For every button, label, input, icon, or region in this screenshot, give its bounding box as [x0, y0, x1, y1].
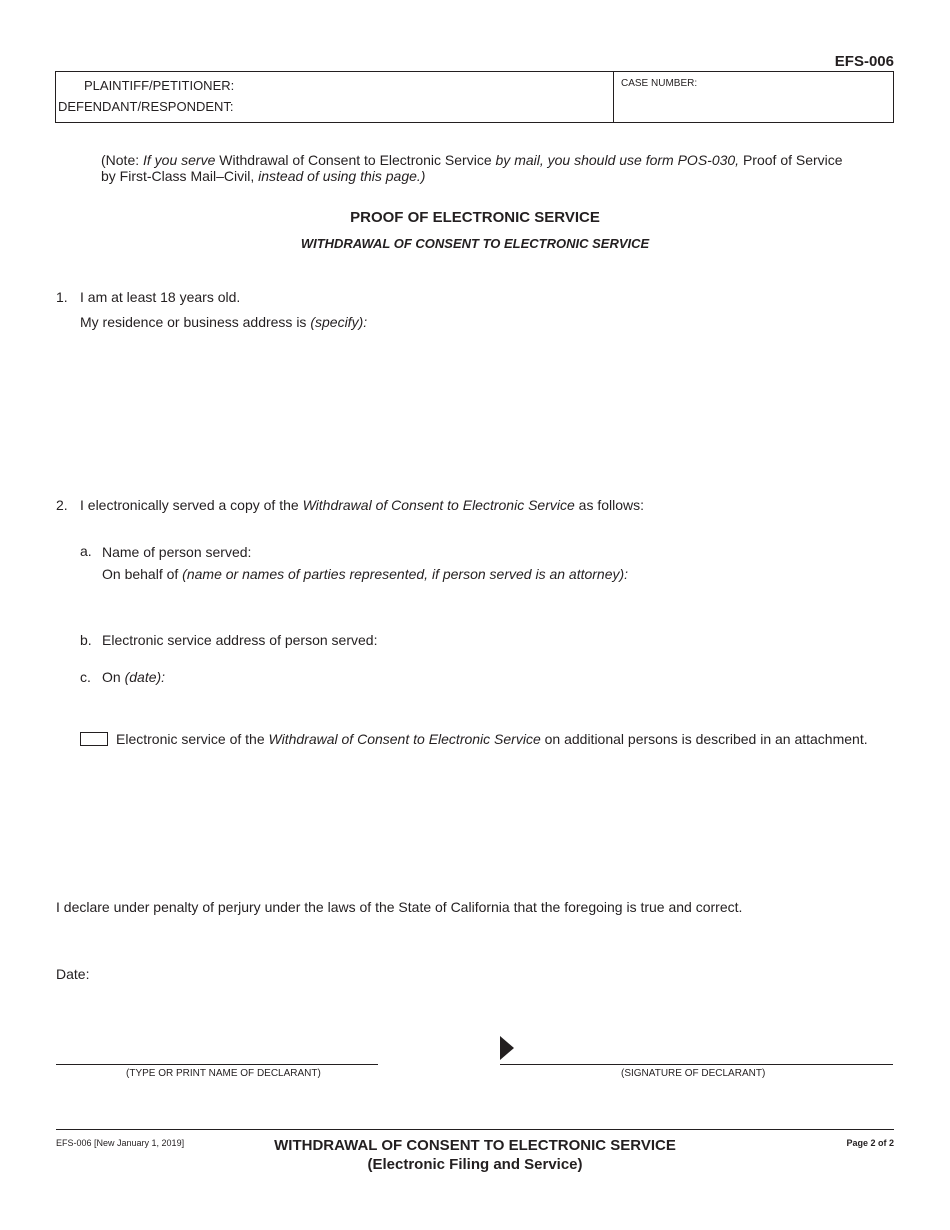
item-2a-letter: a.	[80, 543, 92, 559]
note-text: by First-Class Mail–Civil,	[101, 168, 259, 184]
declaration-text: I declare under penalty of perjury under the laws of the State of California that the foregoing is true and correct.	[56, 899, 743, 915]
item-2c-letter: c.	[80, 669, 91, 685]
address-label	[80, 314, 367, 330]
item-2b-letter: b.	[80, 632, 92, 648]
person-served-label: Name of person served:	[102, 544, 252, 560]
address-label-text: My residence or business address is	[80, 314, 311, 330]
item-2-text-italic: Withdrawal of Consent to Electronic Service	[302, 497, 575, 513]
signature-line[interactable]	[500, 1064, 893, 1065]
on-behalf-italic: (name or names of parties represented, if person served is an attorney):	[182, 566, 629, 582]
plaintiff-label: PLAINTIFF/PETITIONER:	[84, 78, 235, 93]
attachment-label	[116, 731, 868, 747]
attachment-text-italic: Withdrawal of Consent to Electronic Service	[268, 731, 541, 747]
attachment-text: Electronic service of the	[116, 731, 269, 747]
name-caption: (TYPE OR PRINT NAME OF DECLARANT)	[126, 1068, 321, 1079]
form-id: EFS-006	[834, 53, 894, 70]
note-text-italic: by mail, you should use form POS-030,	[495, 152, 740, 168]
page-title: PROOF OF ELECTRONIC SERVICE	[350, 209, 600, 226]
on-behalf-label	[102, 566, 628, 582]
name-line[interactable]	[56, 1064, 378, 1065]
note-text-italic: If you serve	[143, 152, 216, 168]
signature-caption: (SIGNATURE OF DECLARANT)	[621, 1068, 766, 1079]
signature-arrow-icon	[500, 1036, 514, 1060]
item-1-text: I am at least 18 years old.	[80, 289, 241, 305]
item-2-text-part: as follows:	[574, 497, 645, 513]
on-behalf-text: On behalf of	[102, 566, 183, 582]
attachment-text: on additional persons is described in an attachment.	[540, 731, 868, 747]
page-subtitle: WITHDRAWAL OF CONSENT TO ELECTRONIC SERVICE	[300, 236, 650, 251]
service-date-italic: (date):	[124, 669, 166, 685]
note-text: (Note:	[101, 152, 144, 168]
note-text-italic: instead of using this page.)	[258, 168, 426, 184]
footer-rule	[56, 1129, 894, 1130]
footer-title: WITHDRAWAL OF CONSENT TO ELECTRONIC SERVICE	[274, 1137, 676, 1154]
footer-subtitle: (Electronic Filing and Service)	[367, 1156, 583, 1173]
item-2-number: 2.	[56, 497, 68, 513]
address-specify: (specify):	[310, 314, 368, 330]
service-date-label	[102, 669, 165, 685]
attachment-checkbox[interactable]	[80, 732, 108, 746]
note-line-2	[101, 168, 425, 184]
defendant-label: DEFENDANT/RESPONDENT:	[58, 99, 234, 114]
service-date-text: On	[102, 669, 125, 685]
item-1-number: 1.	[56, 289, 68, 305]
electronic-address-label: Electronic service address of person served:	[102, 632, 378, 648]
note-line-1	[101, 152, 843, 168]
caption-divider	[613, 71, 614, 123]
item-2-text	[80, 497, 644, 513]
note-text: Withdrawal of Consent to Electronic Service	[215, 152, 496, 168]
case-number-label: CASE NUMBER:	[621, 78, 698, 89]
date-label: Date:	[56, 966, 90, 982]
item-2-text-part: I electronically served a copy of the	[80, 497, 303, 513]
note-text: Proof of Service	[739, 152, 843, 168]
form-revision: EFS-006 [New January 1, 2019]	[56, 1138, 185, 1148]
page-number: Page 2 of 2	[846, 1138, 894, 1148]
